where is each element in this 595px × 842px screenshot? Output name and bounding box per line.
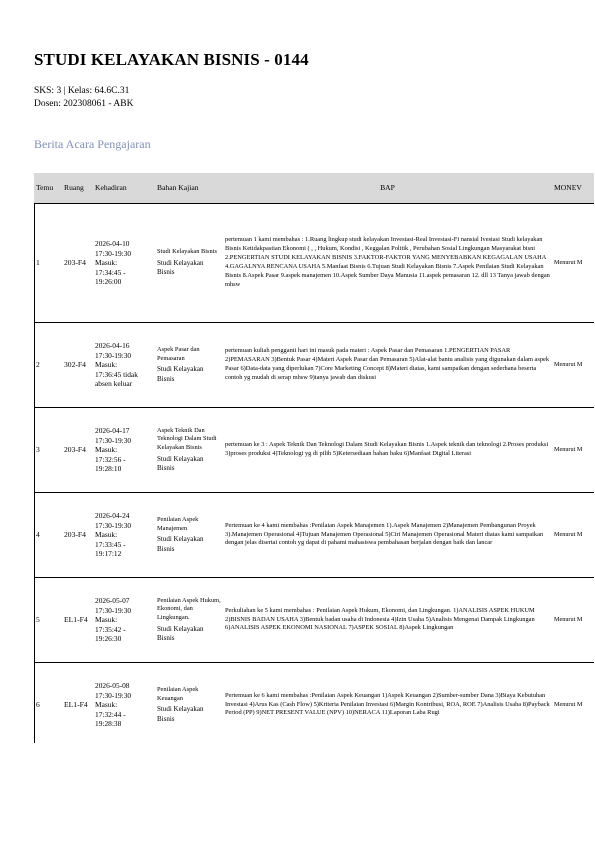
- attendance-check-in: 17:35:42 -: [95, 624, 126, 634]
- row-room: EL1-F4: [62, 578, 93, 663]
- row-monev: Menurut M: [552, 408, 594, 493]
- attendance-check-out: 19:26:00: [95, 277, 122, 287]
- table-row: [34, 323, 594, 408]
- header-kehadiran: Kehadiran: [93, 173, 155, 204]
- study-course: Studi Kelayakan Bisnis: [157, 365, 204, 383]
- row-number: 2: [34, 323, 62, 408]
- study-topic: Aspek Teknik Dan Teknologi Dalam Studi Kelayakan Bisnis: [157, 426, 217, 451]
- row-number: 5: [34, 578, 62, 663]
- course-title: STUDI KELAYAKAN BISNIS - 0144: [34, 50, 309, 69]
- attendance-masuk-label: Masuk:: [95, 700, 118, 710]
- row-room: 302-F4: [62, 323, 93, 408]
- attendance-date: 2026-04-16: [95, 340, 130, 350]
- attendance-date: 2026-04-17: [95, 425, 130, 435]
- section-title: Berita Acara Pengajaran: [34, 137, 151, 151]
- attendance-date: 2026-04-24: [95, 510, 130, 520]
- attendance-date: 2026-05-08: [95, 680, 130, 690]
- attendance-check-in: 17:33:45 -: [95, 539, 126, 549]
- row-bap: pertemuan 1 kami membahas : 1.Ruang lingkup studi kelayakan Investasi-Real Investasi-Fi nansial Ivestasi Studi kelayakan Bisnis Ketidakpastian Ekonomi ( , , Hukum, Kondisi , Keggalan Politik , Perubahan Sosial Lingkungan Masyarakat bisni 2.PENGERTIAN STUDI KELAYAKAN BISNIS 3.FAKTOR-FAKTOR YANG MENYEBABKAN KEGAGALAN USAHA 4.GAGALNYA RENCANA USAHA 5.Manfaat Bisnis 6.Tujuan Studi Kelayakan Bisnis 7.Aspek Penilaian Studi Kelayakan Bisnis 8.Aspek Pasar 9.aspek manajemen 10.Aspek Sumber Daya Manusia 11.aspek pemasaran 12. dll 13 Tanya jawab dengan mhsw: [223, 204, 552, 323]
- attendance-masuk-label: Masuk:: [95, 615, 118, 625]
- study-topic: Penilaian Aspek Hukum, Ekonomi, dan Lingkungan.: [157, 596, 221, 621]
- attendance-masuk-label: Masuk:: [95, 530, 118, 540]
- row-number: 6: [36, 699, 40, 709]
- row-attendance: [93, 204, 155, 323]
- study-course: Studi Kelayakan Bisnis: [157, 535, 204, 553]
- attendance-time: 17:30-19:30: [95, 605, 132, 615]
- row-study-material: [155, 323, 223, 408]
- row-room: 203-F4: [62, 493, 93, 578]
- study-topic: Penilaian Aspek Keuangan: [157, 685, 199, 702]
- row-room: 203-F4: [62, 204, 93, 323]
- row-monev: Menurut M: [554, 700, 583, 708]
- attendance-time: 17:30-19:30: [95, 350, 132, 360]
- attendance-time: 17:30-19:30: [95, 690, 132, 700]
- table-row: [34, 408, 594, 493]
- row-attendance: [93, 663, 155, 748]
- header-bahan-kajian: Bahan Kajian: [155, 173, 223, 204]
- attendance-check-in: 17:32:44 -: [95, 709, 126, 719]
- study-course: Studi Kelayakan Bisnis: [157, 454, 204, 472]
- row-monev: Menurut M: [552, 493, 594, 578]
- row-bap: pertemuan kuliah pengganti hari ini masuk pada materi : Aspek Pasar dan Pemasaran 1.PENGERTIAN PASAR 2)PEMASARAN 3)Bentuk Pasar 4)Materi Aspek Pasar dan Pemasaran 5)Alat-alat bantu analisis yang digunakan dalam aspek Pasar 6)Data-data yang diperlukan 7)Core Marketing Concept 8)Materi diatas, kami sampaikan dengan sederhana beserta contoh yg mudah di serap mhsw 9)tanya jawab dan diskusi: [223, 323, 552, 408]
- row-room: 203-F4: [62, 408, 93, 493]
- attendance-time: 17:30-19:30: [95, 248, 132, 258]
- table-row: [34, 578, 594, 663]
- row-number: 4: [34, 493, 62, 578]
- row-study-material: [155, 408, 223, 493]
- teaching-record-table: [34, 173, 594, 747]
- row-number: 1: [34, 204, 62, 323]
- attendance-masuk-label: Masuk:: [95, 258, 118, 268]
- table-row: [34, 663, 594, 748]
- header-monev: MONEV: [552, 173, 594, 204]
- attendance-date: 2026-04-10: [95, 238, 130, 248]
- table-row: [34, 204, 594, 323]
- attendance-check-out: absen keluar: [95, 379, 133, 389]
- attendance-check-out: 19:28:38: [95, 719, 122, 729]
- row-bap: Pertemuan ke 6 kami membahas :Penilaian Aspek Keuangan 1)Aspek Keuangan 2)Sumber-sumber Dana 3)Biaya Kebutuhan Investasi 4)Arus Kas (Cash Flow) 5)Kriteria Penilaian Investasi 6)Margin Kontribusi, ROA, ROE 7)Analisis Usaha 8)Payback Period (PP) 9)NET PRESENT VALUE (NPV) 10)NERACA 11)Laporan Laba Rugi: [225, 691, 550, 717]
- table-row: [34, 493, 594, 578]
- row-study-material: [155, 204, 223, 323]
- attendance-check-out: 19:26:30: [95, 634, 122, 644]
- row-attendance: [93, 408, 155, 493]
- table-header-row: [34, 173, 594, 204]
- row-study-material: [155, 493, 223, 578]
- row-number: 3: [34, 408, 62, 493]
- attendance-check-out: 19:28:10: [95, 464, 122, 474]
- attendance-check-out: 19:17:12: [95, 549, 122, 559]
- course-lecturer: Dosen: 202308061 - ABK: [34, 99, 134, 109]
- attendance-check-in: 17:32:56 -: [95, 454, 126, 464]
- attendance-check-in: 17:34:45 -: [95, 267, 126, 277]
- row-bap: Pertemuan ke 4 kami membahas :Penilaian Aspek Manajemen 1).Aspek Manajemen 2)Manajemen Pembangunan Proyek 3).Manajemen Operasional 4)Tujuan Manajemen Operasional 5)Ciri Manajemen Operasional Materi diatas kami sampaikan dengan jelas disertai contoh yg dapat di pahami mahasiswa pembahasan berjalan dengan baik dan lancar: [223, 493, 552, 578]
- study-course: Studi Kelayakan Bisnis: [157, 258, 204, 277]
- study-course: Studi Kelayakan Bisnis: [157, 624, 204, 642]
- row-room: EL1-F4: [64, 699, 88, 709]
- row-attendance: [93, 578, 155, 663]
- attendance-date: 2026-05-07: [95, 595, 130, 605]
- row-monev: Menurut M: [552, 323, 594, 408]
- attendance-time: 17:30-19:30: [95, 435, 132, 445]
- study-topic: Penilaian Aspek Manajemen: [157, 515, 199, 532]
- study-course: Studi Kelayakan Bisnis: [157, 705, 204, 723]
- row-monev: Menurut M: [552, 578, 594, 663]
- header-ruang: Ruang: [62, 173, 93, 204]
- row-attendance: [93, 493, 155, 578]
- attendance-masuk-label: Masuk:: [95, 360, 118, 370]
- attendance-time: 17:30-19:30: [95, 520, 132, 530]
- row-attendance: [93, 323, 155, 408]
- study-topic: Studi Kelayakan Bisnis: [157, 248, 217, 256]
- row-study-material: [155, 578, 223, 663]
- attendance-masuk-label: Masuk:: [95, 445, 118, 455]
- attendance-check-in: 17:36:45 tidak: [95, 369, 138, 379]
- header-bap: BAP: [223, 173, 552, 204]
- row-monev: Menurut M: [552, 204, 594, 323]
- row-study-material: [155, 663, 223, 748]
- row-bap: Perkuliahan ke 5 kami membahas : Penilaian Aspek Hukum, Ekonomi, dan Lingkungan. 1)ANALISIS ASPEK HUKUM 2)BISNIS BADAN USAHA 3)Bentuk badan usaha di Indonesia 4)Izin Usaha 5)Analisis Mengenai Dampak Lingkungan 6)ANALISIS ASPEK EKONOMI NASIONAL 7)ASPEK SOSIAL 8)Aspek Lingkungan: [223, 578, 552, 663]
- study-topic: Aspek Pasar dan Pemasaran: [157, 345, 200, 362]
- course-credits-class: SKS: 3 | Kelas: 64.6C.31: [34, 86, 130, 96]
- header-temu: Temu: [34, 173, 62, 204]
- row-bap: pertemuan ke 3 : Aspek Teknik Dan Teknologi Dalam Studi Kelayakan Bisnis 1.Aspek teknik dan teknologi 2.Proses produksi 3)proses produksi 4)Teknologi yg di pilih 5)Ketersediaan bahan baku 6)Manfaat Digital Literasi: [223, 408, 552, 493]
